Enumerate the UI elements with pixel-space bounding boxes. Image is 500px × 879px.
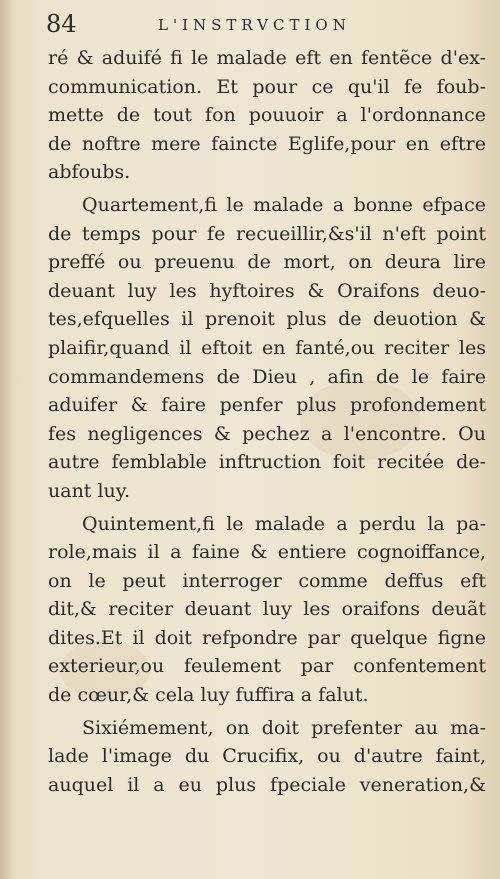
- text-line: de cœur,& cela luy fuffira a falut.: [48, 684, 369, 707]
- text-line: lade l'image du Crucifix, ou d'autre faint,: [48, 745, 486, 768]
- text-line: on le peut interroger comme deffus eft: [48, 569, 486, 592]
- text-line: Quartement,fi le malade a bonne efpace: [82, 193, 486, 216]
- text-line: abfoubs.: [48, 161, 131, 184]
- text-line: de temps pour fe recueillir,&s'il n'eft point: [48, 222, 486, 245]
- text-line: uant luy.: [48, 479, 131, 502]
- paragraph: [48, 510, 486, 710]
- paragraph: [48, 714, 486, 800]
- text-line: de noftre mere faincte Eglife,pour en eftre: [48, 132, 486, 155]
- paragraph: [48, 44, 486, 187]
- text-line: ré & aduifé fi le malade eft en fentẽce d'ex-: [48, 47, 486, 69]
- text-line: fes negligences & pechez a l'encontre. Ou: [48, 422, 486, 445]
- text-line: deuant luy les hyftoires & Oraifons deuo-: [48, 279, 486, 302]
- text-line: tes,efquelles il prenoit plus de deuotion &: [48, 308, 486, 331]
- page-fold-shadow: [0, 0, 14, 879]
- text-line: role,mais il a faine & entiere cognoiffance,: [48, 541, 486, 564]
- page-number: 84: [46, 10, 77, 38]
- text-line: mette de tout fon pouuoir a l'ordonnance: [48, 104, 486, 127]
- text-line: dites.Et il doit refpondre par quelque figne: [48, 626, 486, 649]
- text-line: dit,& reciter deuant luy les oraifons deuãt: [48, 598, 486, 621]
- text-line: plaifir,quand il eftoit en fanté,ou reciter les: [48, 336, 486, 359]
- paragraph: [48, 191, 486, 506]
- text-line: Sixiémement, on doit prefenter au ma-: [82, 716, 486, 739]
- text-line: aduifer & faire penfer plus profondement: [48, 394, 486, 417]
- text-line: autre femblable inftruction foit recitée de-: [48, 451, 486, 474]
- running-title: L'INSTRVCTION: [158, 16, 351, 34]
- text-line: communication. Et pour ce qu'il fe foub-: [48, 75, 486, 98]
- text-line: preffé ou preuenu de mort, on deura lire: [48, 251, 486, 274]
- text-line: commandemens de Dieu , afin de le faire: [48, 365, 486, 388]
- text-line: auquel il a eu plus fpeciale veneration,&: [48, 773, 486, 796]
- page-body: [48, 44, 486, 799]
- text-line: Quintement,fi le malade a perdu la pa-: [82, 512, 486, 535]
- text-line: exterieur,ou feulement par confentement: [48, 655, 486, 678]
- page-header: [46, 10, 476, 36]
